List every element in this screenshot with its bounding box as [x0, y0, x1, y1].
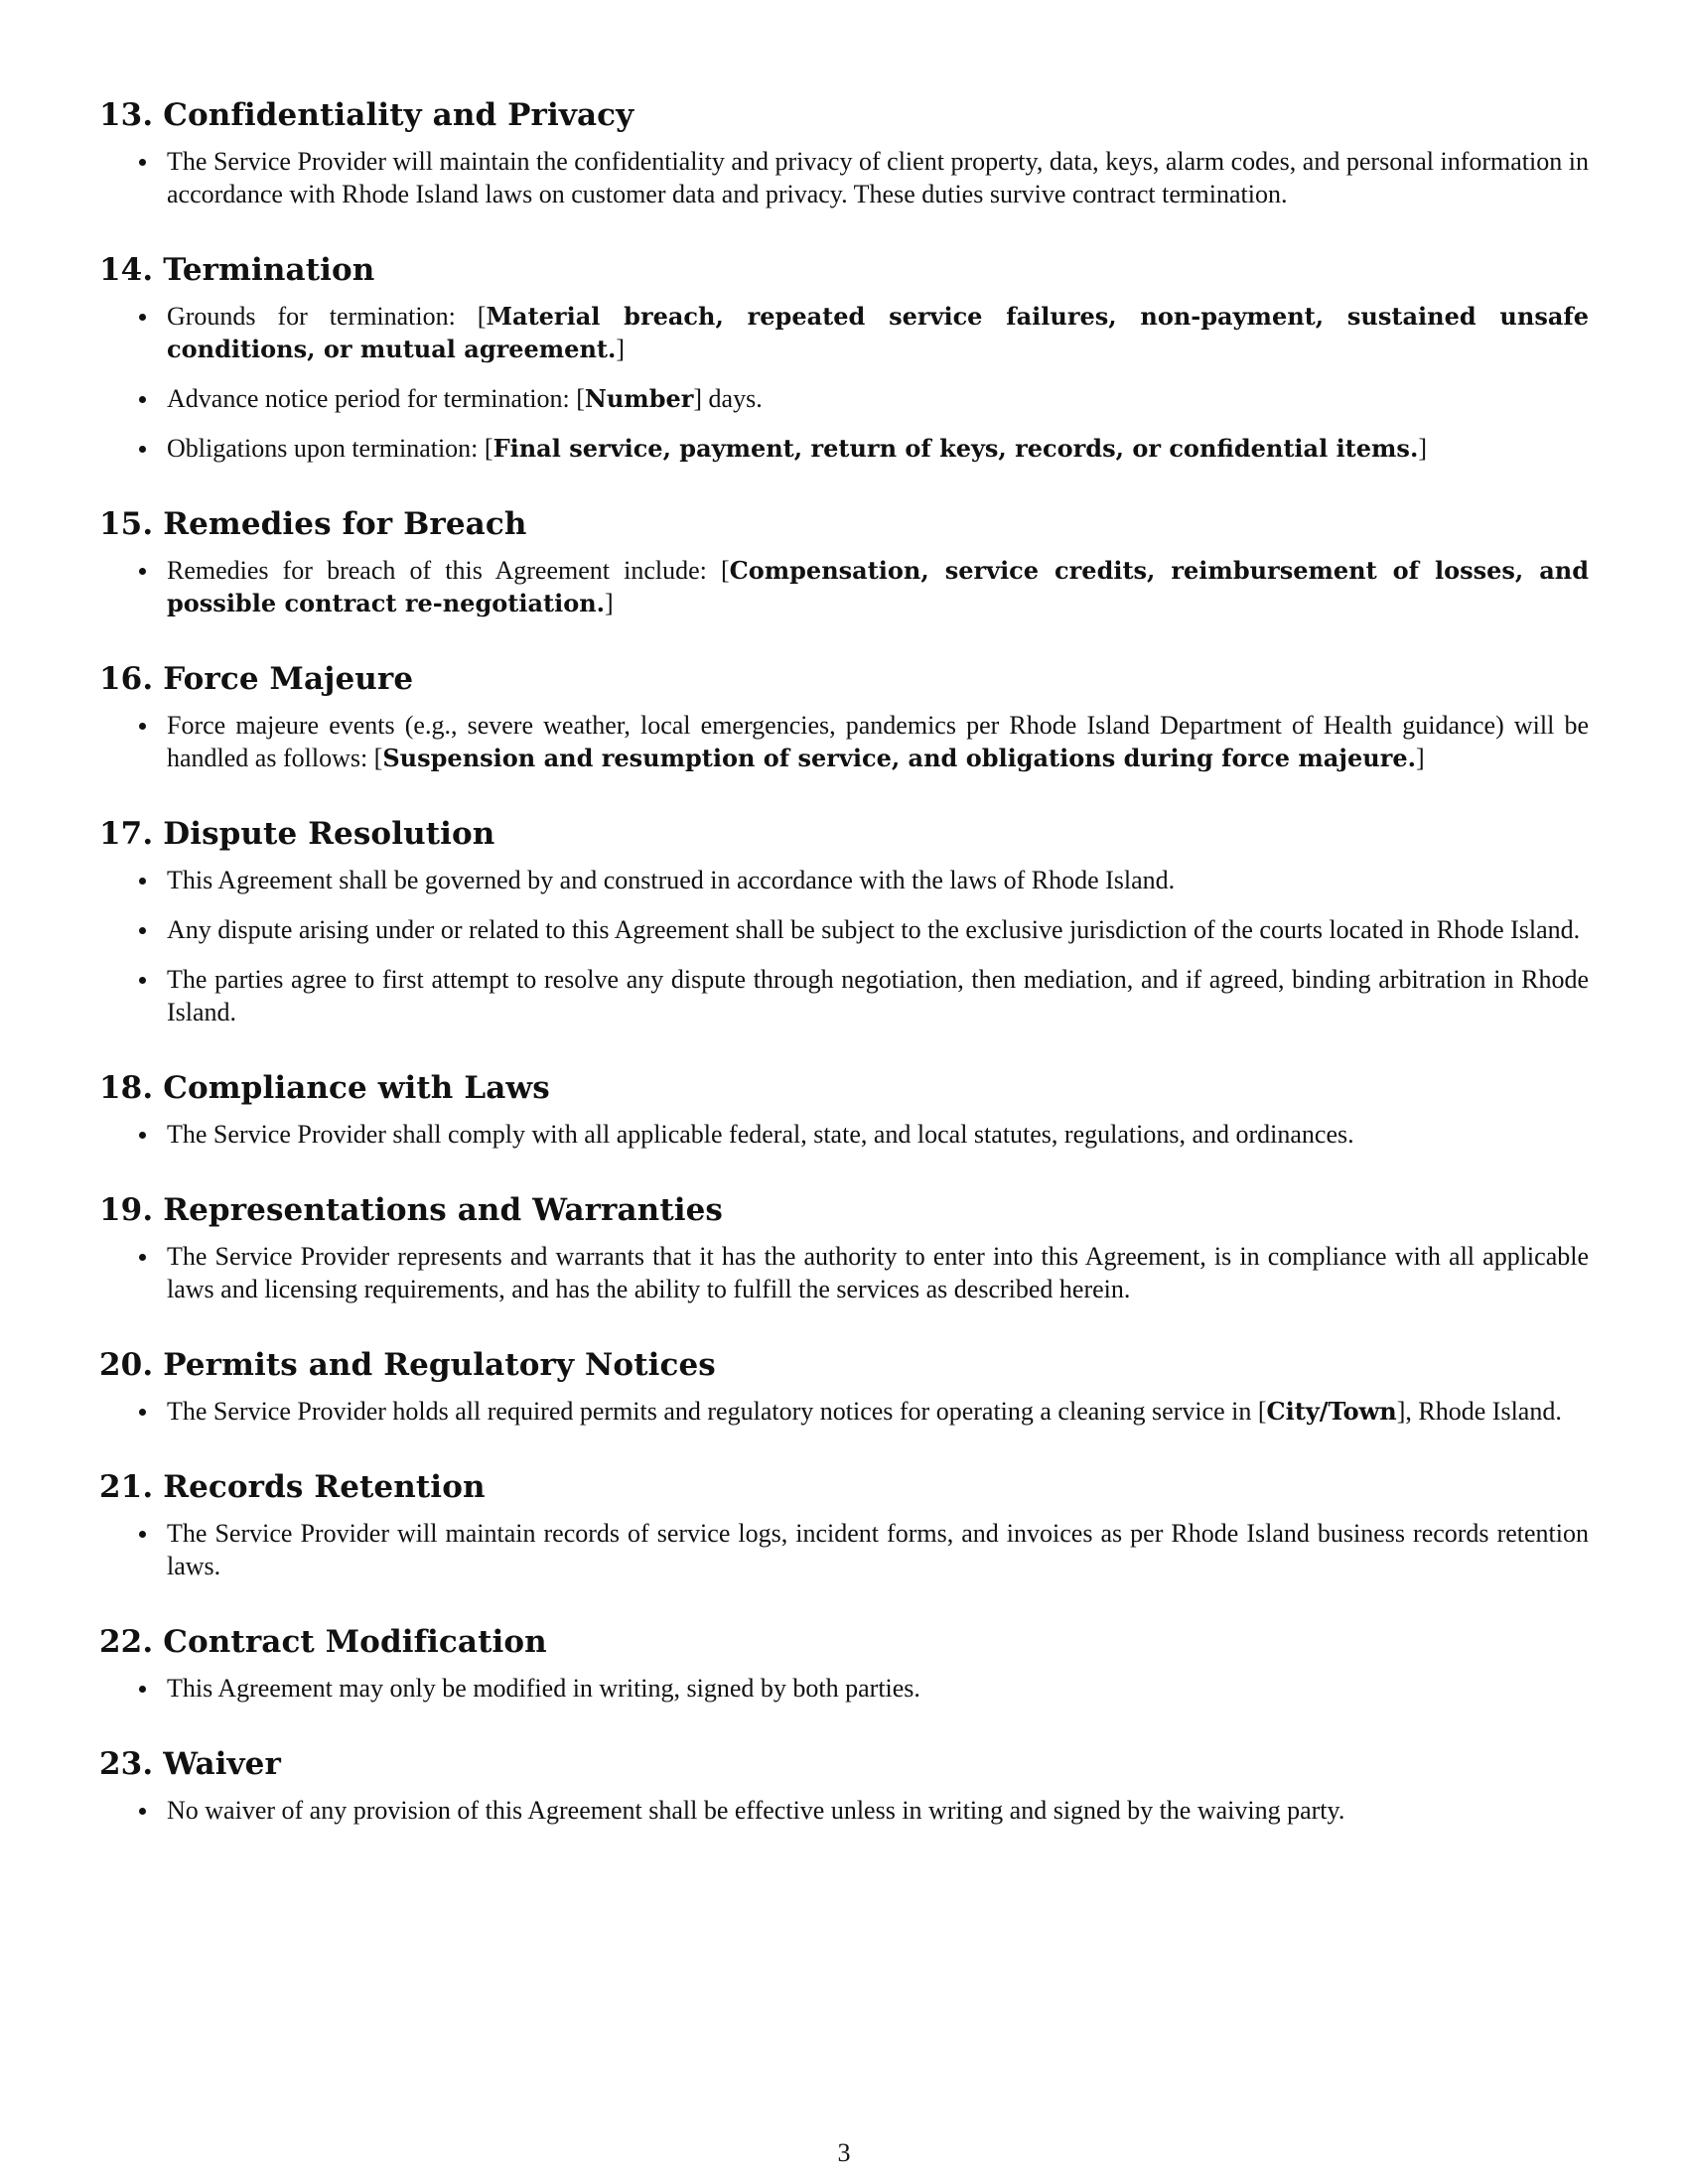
bullet-icon: [139, 159, 146, 166]
list-item: [99, 1395, 1589, 1428]
list-item: [99, 1794, 1589, 1827]
section-title: Records Retention: [163, 1469, 486, 1505]
bullet-list: [99, 145, 1589, 210]
bullet-icon: [139, 446, 146, 453]
item-text: This Agreement may only be modified in writing, signed by both parties.: [167, 1674, 920, 1703]
section-15-remedies: [99, 504, 1589, 619]
item-text: The Service Provider holds all required permits and regulatory notices for operating a cleaning service in [: [167, 1397, 1267, 1426]
section-20-permits: [99, 1345, 1589, 1428]
bullet-icon: [139, 977, 146, 984]
item-text: Advance notice period for termination: [: [167, 384, 585, 413]
bullet-list: [99, 1240, 1589, 1305]
section-13-confidentiality: [99, 95, 1589, 210]
item-text: No waiver of any provision of this Agreement shall be effective unless in writing and signed by the waiving party.: [167, 1796, 1345, 1825]
list-item: [99, 145, 1589, 210]
section-number: 19.: [99, 1192, 154, 1228]
bullet-icon: [139, 927, 146, 934]
section-heading: [99, 1345, 1589, 1385]
item-text: Obligations upon termination: [: [167, 434, 493, 463]
section-title: Contract Modification: [163, 1624, 547, 1660]
page-number: 3: [837, 2138, 851, 2167]
section-number: 18.: [99, 1070, 154, 1106]
item-text: The Service Provider represents and warrants that it has the authority to enter into this Agreement, is in compliance with all applicable laws and licensing requirements, and has the ability to fulfill the services as described herein.: [167, 1242, 1589, 1303]
bullet-list: [99, 1794, 1589, 1827]
bullet-list: [99, 300, 1589, 465]
list-item: [99, 554, 1589, 619]
list-item: [99, 300, 1589, 365]
item-text-after: ]: [1415, 744, 1425, 772]
section-heading: [99, 1467, 1589, 1507]
fill-in-placeholder: City/Town: [1266, 1397, 1397, 1426]
section-title: Force Majeure: [163, 661, 414, 697]
item-text-after: ], Rhode Island.: [1396, 1397, 1562, 1426]
list-item: [99, 1240, 1589, 1305]
item-text: Any dispute arising under or related to this Agreement shall be subject to the exclusive jurisdiction of the courts located in Rhode Island.: [167, 915, 1581, 944]
section-heading: [99, 504, 1589, 544]
section-number: 23.: [99, 1746, 154, 1782]
section-22-modification: [99, 1622, 1589, 1705]
list-item: [99, 709, 1589, 774]
item-text: Force majeure events (e.g., severe weather, local emergencies, pandemics per Rhode Island Department of Health guidance) will be handled as follows: [: [167, 711, 1589, 772]
section-23-waiver: [99, 1744, 1589, 1827]
list-item: [99, 432, 1589, 465]
item-text-after: ]: [1418, 434, 1427, 463]
bullet-icon: [139, 396, 146, 403]
bullet-icon: [139, 314, 146, 321]
bullet-icon: [139, 878, 146, 885]
item-text-after: ] days.: [693, 384, 763, 413]
item-text: The Service Provider will maintain records of service logs, incident forms, and invoices as per Rhode Island business records retention laws.: [167, 1519, 1589, 1580]
section-heading: [99, 250, 1589, 290]
section-heading: [99, 659, 1589, 699]
list-item: [99, 963, 1589, 1028]
bullet-icon: [139, 1531, 146, 1538]
section-title: Confidentiality and Privacy: [163, 97, 634, 133]
item-text: This Agreement shall be governed by and construed in accordance with the laws of Rhode Island.: [167, 866, 1176, 894]
item-text: Grounds for termination: [: [167, 302, 487, 331]
list-item: [99, 1672, 1589, 1705]
bullet-list: [99, 864, 1589, 1028]
bullet-icon: [139, 1686, 146, 1693]
list-item: [99, 913, 1589, 946]
section-19-representations: [99, 1190, 1589, 1305]
bullet-icon: [139, 1132, 146, 1139]
bullet-icon: [139, 1808, 146, 1815]
section-number: 16.: [99, 661, 154, 697]
bullet-list: [99, 709, 1589, 774]
bullet-list: [99, 1672, 1589, 1705]
section-heading: [99, 1744, 1589, 1784]
section-number: 17.: [99, 816, 154, 852]
fill-in-placeholder: Number: [584, 384, 694, 413]
fill-in-placeholder: Material breach, repeated service failures, non-payment, sustained unsafe conditions, or mutual agreement.: [167, 302, 1589, 363]
section-title: Dispute Resolution: [163, 816, 495, 852]
section-17-dispute-resolution: [99, 814, 1589, 1028]
section-title: Termination: [163, 252, 375, 288]
bullet-icon: [139, 1409, 146, 1416]
list-item: [99, 864, 1589, 896]
section-14-termination: [99, 250, 1589, 465]
item-text: Remedies for breach of this Agreement include: [: [167, 556, 730, 585]
section-number: 21.: [99, 1469, 154, 1505]
section-heading: [99, 814, 1589, 854]
section-number: 22.: [99, 1624, 154, 1660]
section-heading: [99, 95, 1589, 135]
document-page: [99, 95, 1589, 1827]
section-number: 13.: [99, 97, 154, 133]
section-18-compliance: [99, 1068, 1589, 1151]
section-number: 20.: [99, 1347, 154, 1383]
bullet-list: [99, 1118, 1589, 1151]
bullet-list: [99, 1517, 1589, 1582]
section-heading: [99, 1068, 1589, 1108]
item-text: The Service Provider shall comply with all applicable federal, state, and local statutes, regulations, and ordinances.: [167, 1120, 1354, 1149]
section-number: 14.: [99, 252, 154, 288]
section-16-force-majeure: [99, 659, 1589, 774]
fill-in-placeholder: Compensation, service credits, reimbursement of losses, and possible contract re-negotiation.: [167, 556, 1589, 617]
item-text-after: ]: [616, 335, 626, 363]
section-title: Representations and Warranties: [163, 1192, 723, 1228]
bullet-list: [99, 1395, 1589, 1428]
list-item: [99, 1118, 1589, 1151]
section-title: Compliance with Laws: [163, 1070, 550, 1106]
item-text-after: ]: [605, 589, 614, 617]
bullet-icon: [139, 723, 146, 730]
item-text: The Service Provider will maintain the confidentiality and privacy of client property, data, keys, alarm codes, and personal information in accordance with Rhode Island laws on customer data and privacy. These duties survive contract termination.: [167, 147, 1589, 208]
list-item: [99, 1517, 1589, 1582]
item-text: The parties agree to first attempt to resolve any dispute through negotiation, then mediation, and if agreed, binding arbitration in Rhode Island.: [167, 965, 1589, 1026]
section-title: Permits and Regulatory Notices: [163, 1347, 716, 1383]
section-heading: [99, 1190, 1589, 1230]
fill-in-placeholder: Final service, payment, return of keys, records, or confidential items.: [492, 434, 1419, 463]
bullet-list: [99, 554, 1589, 619]
bullet-icon: [139, 568, 146, 575]
fill-in-placeholder: Suspension and resumption of service, and obligations during force majeure.: [382, 744, 1416, 772]
section-title: Waiver: [163, 1746, 281, 1782]
section-title: Remedies for Breach: [163, 506, 527, 542]
list-item: [99, 382, 1589, 415]
bullet-icon: [139, 1254, 146, 1261]
section-heading: [99, 1622, 1589, 1662]
section-number: 15.: [99, 506, 154, 542]
section-21-records: [99, 1467, 1589, 1582]
